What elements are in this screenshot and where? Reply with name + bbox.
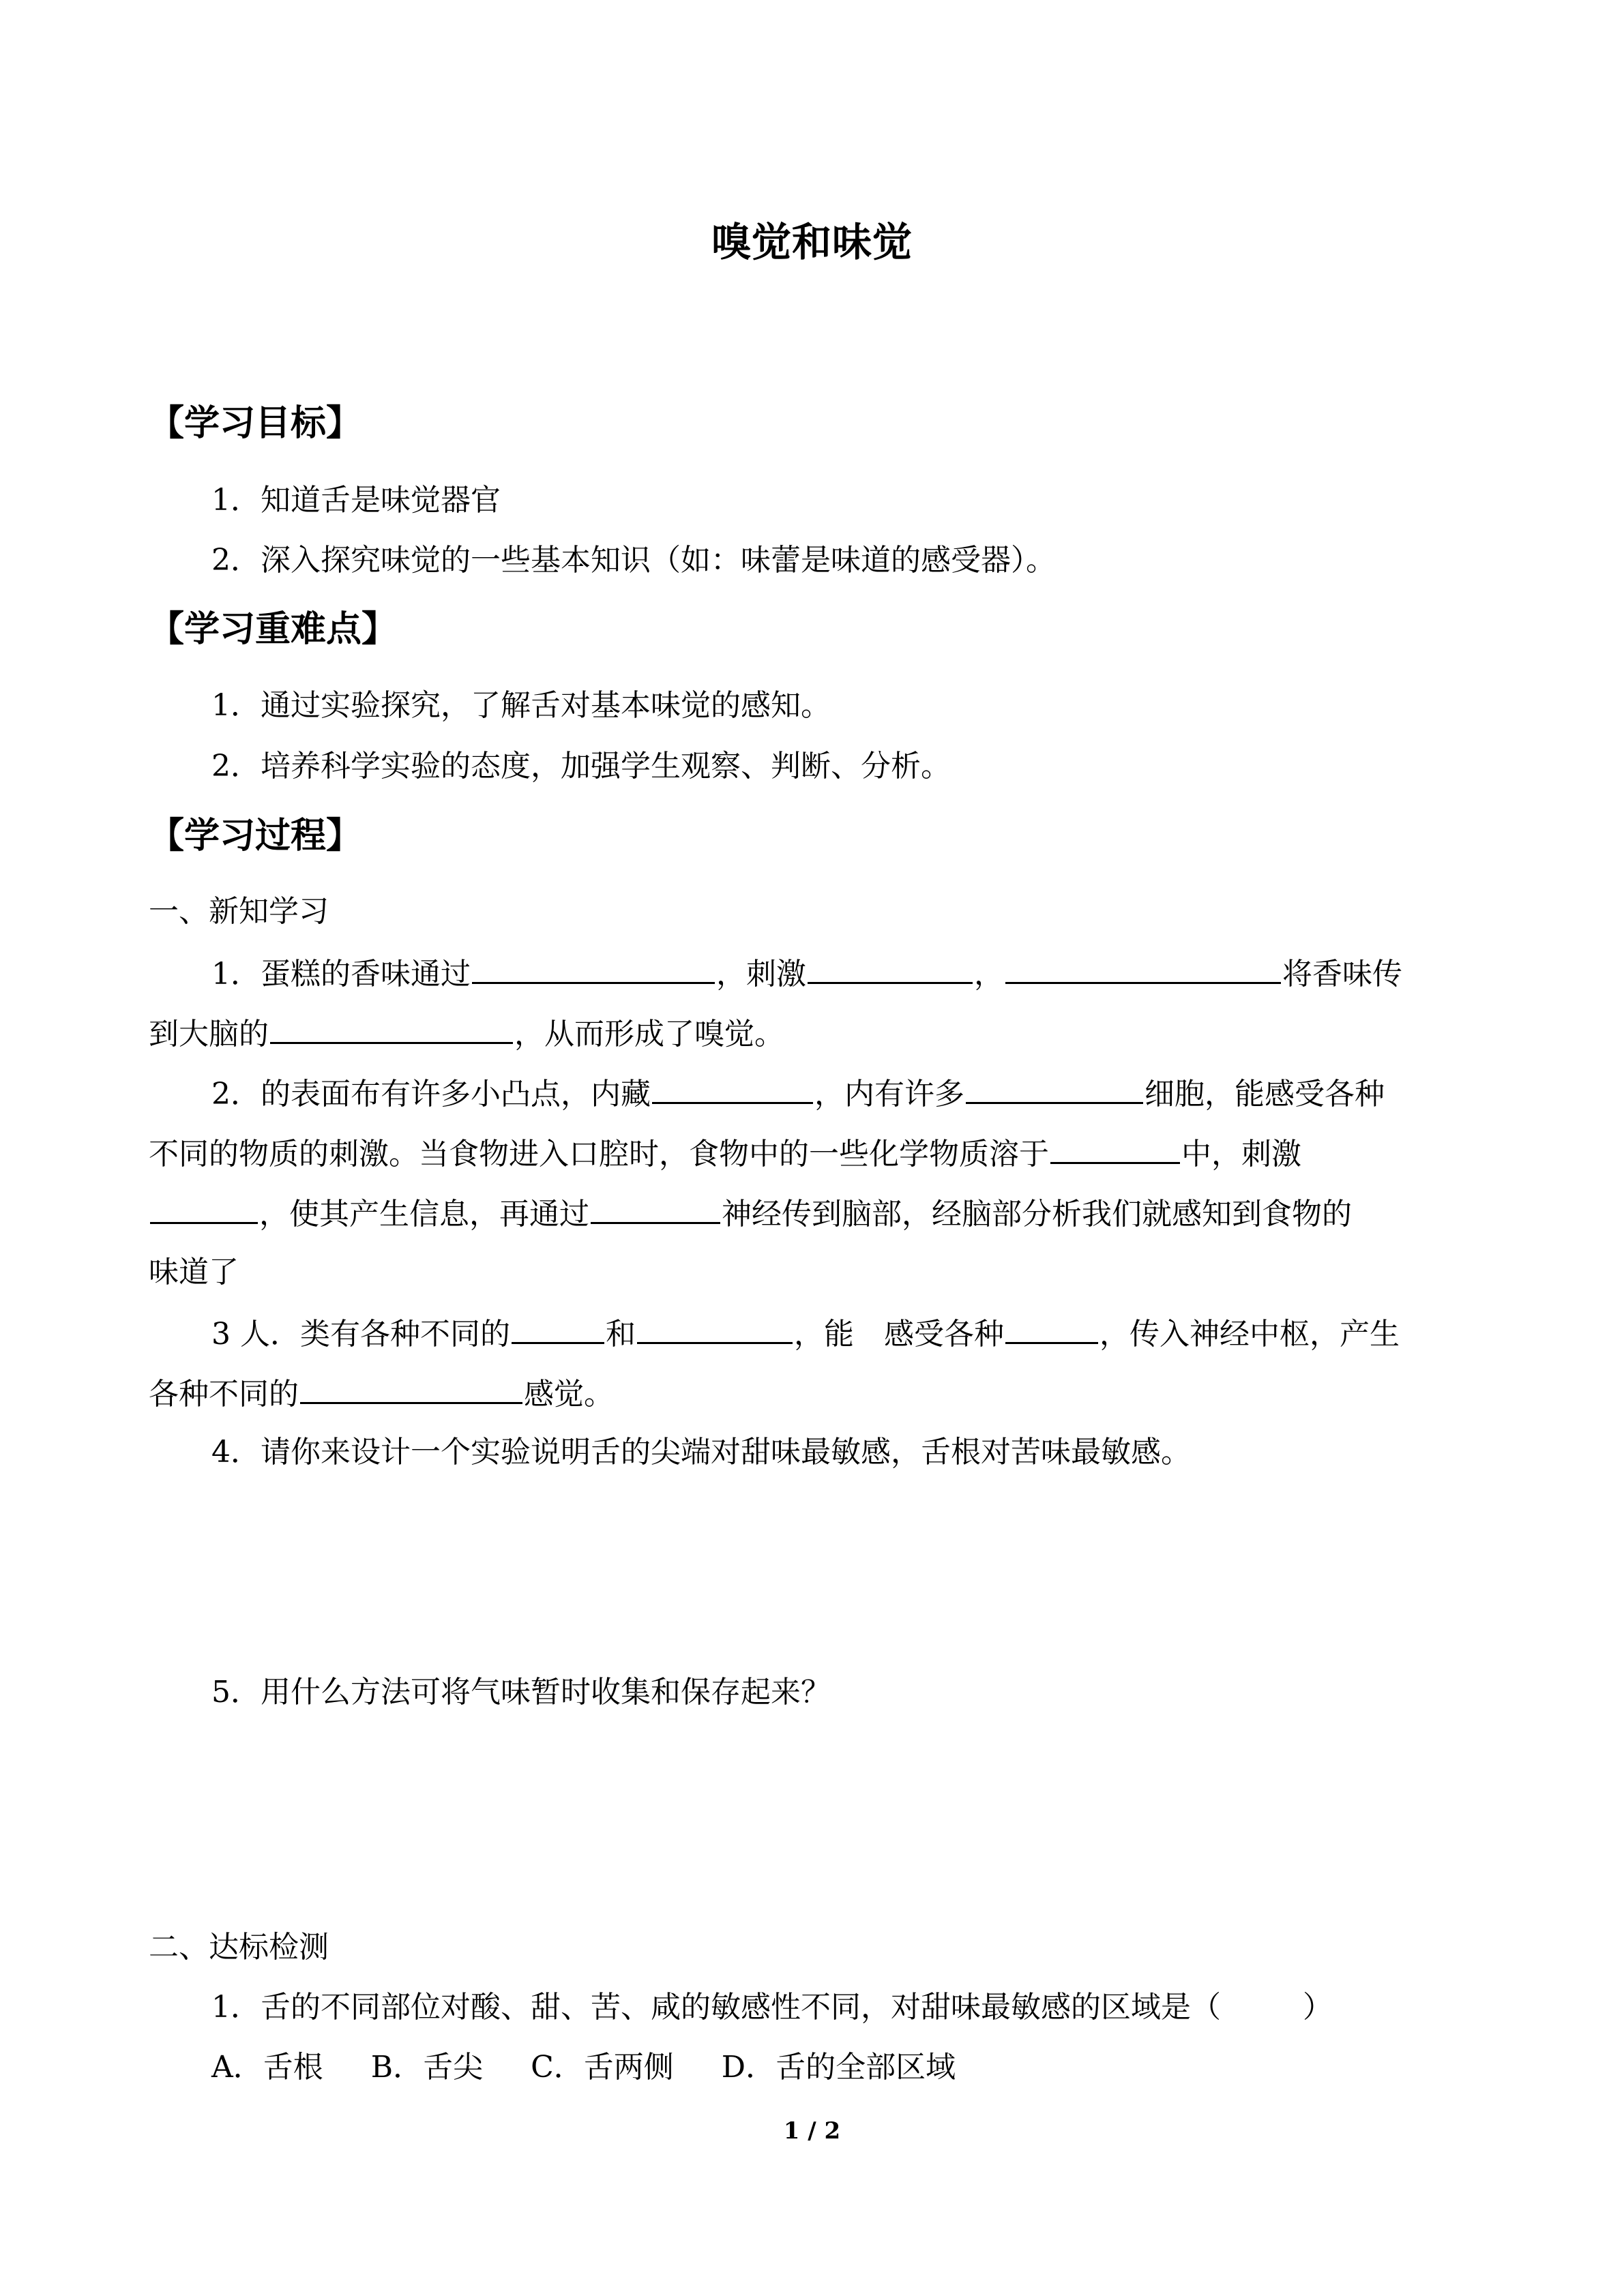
q3-text-e: 各种不同的 [149, 1377, 299, 1412]
q3-blank-4[interactable] [300, 1372, 522, 1404]
q2-text-f: ，使其产生信息，再通过 [259, 1197, 589, 1232]
q3-text-f: 感觉。 [524, 1377, 614, 1412]
q1-blank-3[interactable] [1005, 952, 1281, 984]
q3-blank-3[interactable] [1005, 1312, 1098, 1344]
q1-text-a: 1．蛋糕的香味通过 [211, 957, 471, 992]
q2-text-a: 2．的表面布有许多小凸点，内藏 [211, 1077, 651, 1112]
question-4-answer-space[interactable] [149, 1487, 1472, 1650]
q3-text-c: ，能 感受各种 [793, 1317, 1004, 1352]
q1-text-b: ，刺激 [716, 957, 806, 992]
part2-label: 二、达标检测 [149, 1930, 329, 1965]
q3-text-a: 3 人．类有各种不同的 [211, 1317, 510, 1352]
q2-text-e: 中，刺激 [1181, 1137, 1301, 1172]
q3-text-d: ，传入神经中枢，产生 [1099, 1317, 1400, 1352]
part1-label: 一、新知学习 [149, 894, 329, 929]
page-title: 嗅觉和味觉 [711, 219, 913, 265]
q1-text-f: ，从而形成了嗅觉。 [514, 1017, 784, 1052]
question-3-line-1 [211, 1312, 1400, 1355]
test1-option-a[interactable]: A．舌根 [211, 2050, 323, 2085]
q2-text-c: 细胞，能感受各种 [1145, 1077, 1385, 1112]
question-3-line-2 [149, 1372, 614, 1415]
question-2-line-2 [149, 1132, 1301, 1175]
question-5-answer-space[interactable] [149, 1727, 1472, 1911]
test1-question-text: 1．舌的不同部位对酸、甜、苦、咸的敏感性不同，对甜味最敏感的区域是（ [211, 1990, 1221, 2025]
test-question-1-options [211, 2047, 956, 2088]
objective-item: 1．知道舌是味觉器官 [211, 483, 501, 518]
page-number: 1 / 2 [783, 2117, 841, 2145]
objectives-heading: 【学习目标】 [149, 402, 362, 444]
q2-text-b: ，内有许多 [814, 1077, 964, 1112]
question-1-line-1 [211, 952, 1402, 995]
question-1-line-2 [149, 1012, 784, 1055]
q1-blank-2[interactable] [808, 952, 973, 984]
q3-text-b: 和 [605, 1317, 636, 1352]
q1-blank-4[interactable] [270, 1012, 513, 1044]
key-points-heading: 【学习重难点】 [149, 608, 398, 650]
q1-text-c: ， [974, 957, 1004, 992]
q2-blank-2[interactable] [966, 1072, 1143, 1104]
q3-blank-1[interactable] [512, 1312, 604, 1344]
process-heading: 【学习过程】 [149, 815, 362, 856]
key-point-item: 2．培养科学实验的态度，加强学生观察、判断、分析。 [211, 749, 951, 784]
q1-text-e: 到大脑的 [149, 1017, 269, 1052]
q2-blank-4[interactable] [150, 1192, 258, 1224]
q1-text-d: 将香味传 [1282, 957, 1402, 992]
test-question-1 [211, 1987, 1333, 2028]
q2-text-g: 神经传到脑部，经脑部分析我们就感知到食物的 [722, 1197, 1352, 1232]
q2-blank-3[interactable] [1050, 1132, 1180, 1164]
q2-text-d: 不同的物质的刺激。当食物进入口腔时，食物中的一些化学物质溶于 [149, 1137, 1049, 1172]
question-5: 5．用什么方法可将气味暂时收集和保存起来？ [211, 1675, 831, 1710]
question-2-line-4: 味道了 [149, 1255, 239, 1289]
question-2-line-1 [211, 1072, 1385, 1115]
q2-blank-5[interactable] [591, 1192, 720, 1224]
question-4: 4．请你来设计一个实验说明舌的尖端对甜味最敏感，舌根对苦味最敏感。 [211, 1435, 1191, 1470]
q3-blank-2[interactable] [637, 1312, 793, 1344]
objective-item: 2．深入探究味觉的一些基本知识（如：味蕾是味道的感受器）。 [211, 543, 1056, 578]
question-2-line-3 [149, 1192, 1352, 1235]
q2-blank-1[interactable] [652, 1072, 813, 1104]
test1-close-paren: ） [1303, 1990, 1333, 2025]
test1-option-b[interactable]: B．舌尖 [370, 2050, 484, 2085]
test1-option-d[interactable]: D．舌的全部区域 [721, 2050, 956, 2085]
key-point-item: 1．通过实验探究，了解舌对基本味觉的感知。 [211, 688, 831, 723]
test1-option-c[interactable]: C．舌两侧 [531, 2050, 674, 2085]
q1-blank-1[interactable] [472, 952, 715, 984]
